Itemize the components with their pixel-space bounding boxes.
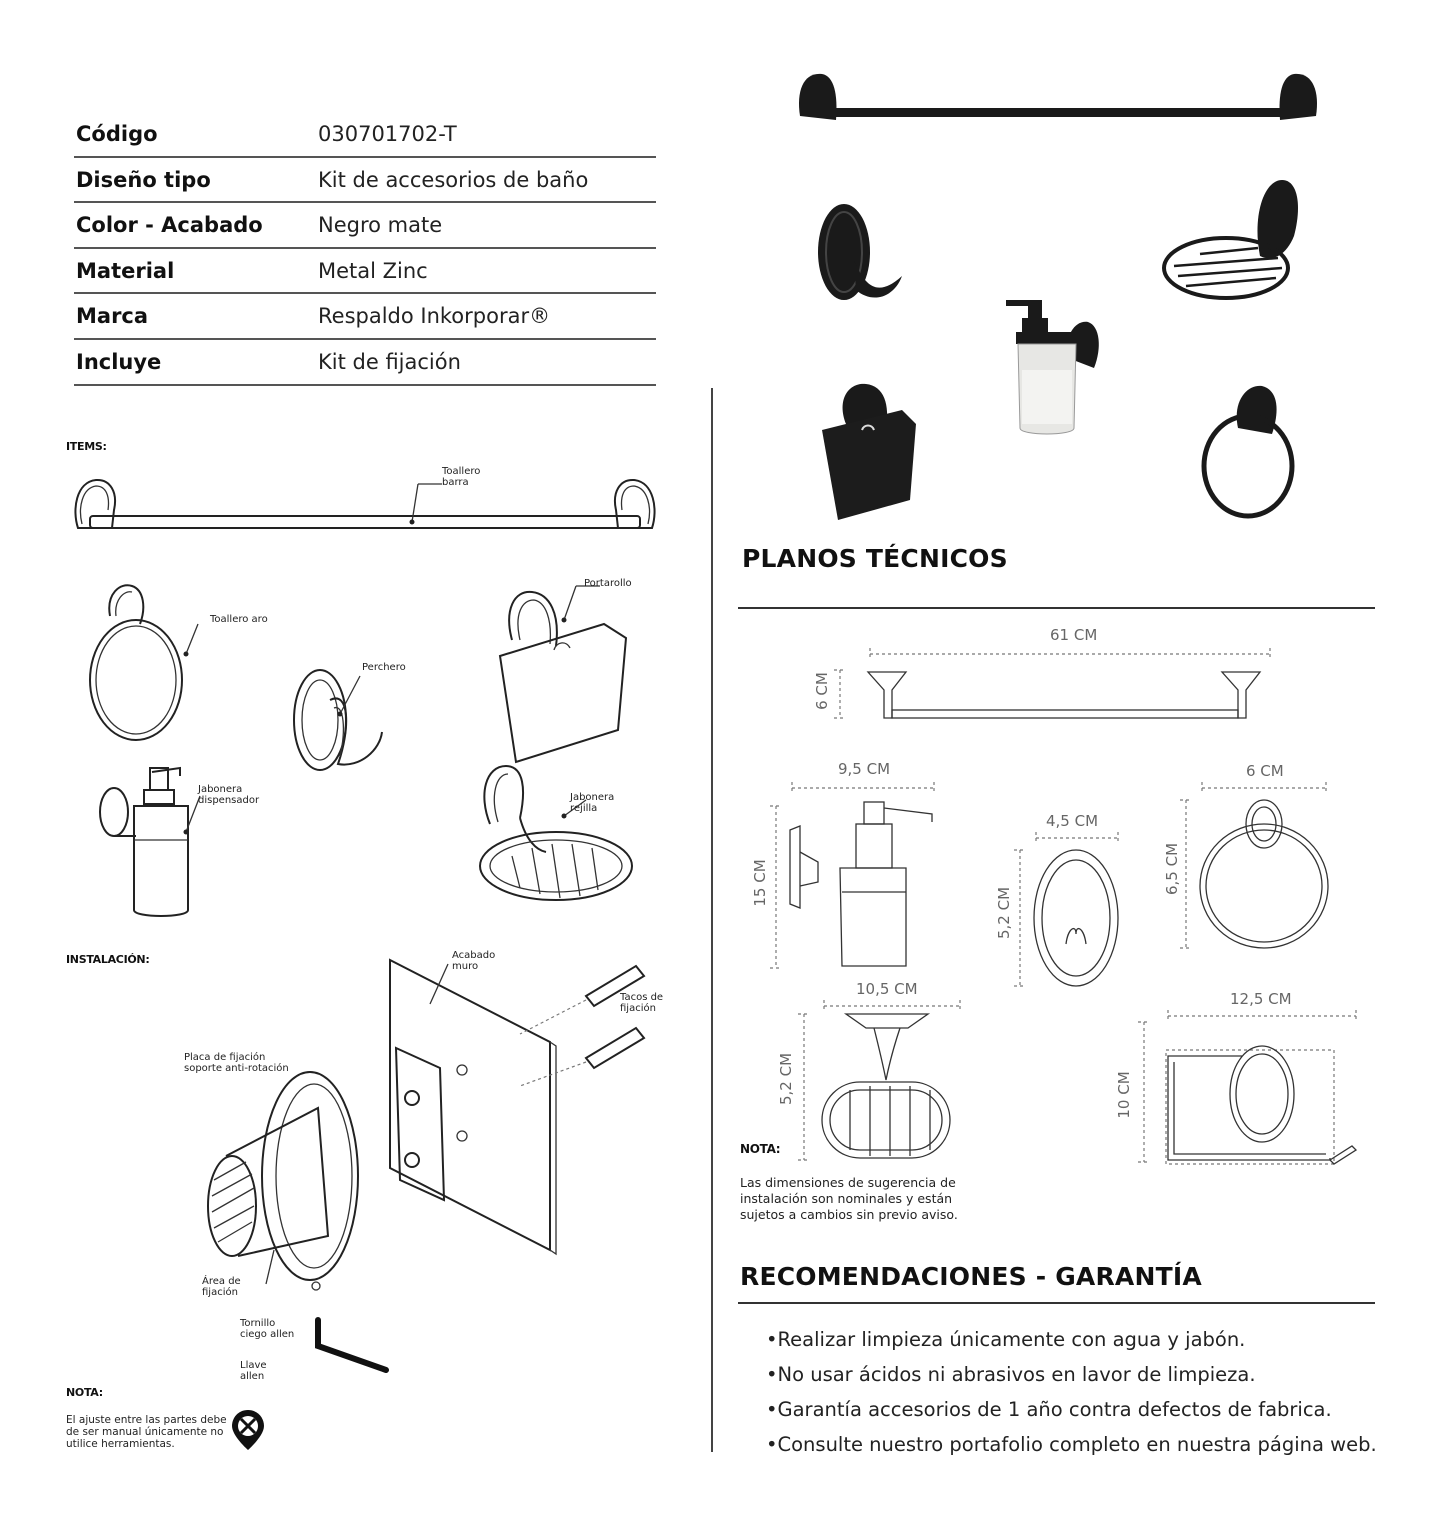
dim-ring-width: 6 CM [1246,762,1284,780]
dim-dispenser-height: 15 CM [751,859,769,907]
towel-ring-drawing [86,580,196,745]
holder-plan-drawing [1130,1010,1360,1170]
towel-bar-photo [796,68,1320,130]
paper-holder-drawing [494,580,644,770]
column-divider [711,388,713,1452]
dim-holder-width: 12,5 CM [1230,990,1292,1008]
technical-rule [738,607,1375,609]
dim-dish-height: 5,2 CM [777,1052,795,1105]
label-soap-dispenser: Jabonera dispensador [198,784,260,806]
technical-note-text: Las dimensiones de sugerencia de instalación son nominales y están sujetos a cambios sin previo aviso. [740,1175,958,1222]
label-paper-holder: Portarollo [584,578,632,589]
hook-plan-drawing [1010,832,1126,992]
dish-plan-drawing [790,1000,970,1164]
spec-label: Material [76,258,175,283]
installation-note-text: El ajuste entre las partes debe de ser manual únicamente no utilice herramientas. [66,1414,227,1450]
spec-row-includes [74,340,656,386]
recommendations-list [766,1322,1406,1462]
technical-title: PLANOS TÉCNICOS [742,544,1008,573]
list-item: •No usar ácidos ni abrasivos en lavor de limpieza. [766,1363,1256,1386]
label-fixing-area: Área de fijación [202,1276,241,1298]
installation-note-heading: NOTA: [66,1386,103,1399]
dim-dish-width: 10,5 CM [856,980,918,998]
installation-heading: INSTALACIÓN: [66,953,150,966]
soap-dispenser-photo [1002,296,1104,440]
robe-hook-drawing [290,660,400,780]
soap-dish-photo [1160,176,1310,304]
dim-hook-height: 5,2 CM [995,886,1013,939]
towel-ring-photo [1198,380,1308,522]
label-robe-hook: Perchero [362,662,406,673]
ring-plan-drawing [1176,782,1336,952]
label-towel-ring: Toallero aro [210,614,268,625]
spec-value: Kit de fijación [318,349,461,374]
spec-value: 030701702-T [318,122,457,146]
robe-hook-photo [810,200,906,304]
spec-row-color [74,203,656,249]
spec-label: Color - Acabado [76,213,263,238]
spec-row-code [74,112,656,158]
dim-bar-width: 61 CM [1050,626,1098,644]
spec-value: Respaldo Inkorporar® [318,304,551,329]
spec-label: Incluye [76,349,162,374]
label-towel-bar: Toallero barra [442,466,481,488]
dispenser-plan-drawing [766,782,946,972]
spec-row-material [74,249,656,295]
list-item: •Consulte nuestro portafolio completo en nuestra página web. [766,1433,1377,1456]
dim-ring-height: 6,5 CM [1163,842,1181,895]
list-item: •Garantía accesorios de 1 año contra defectos de fabrica. [766,1398,1332,1421]
spec-label: Marca [76,304,149,329]
paper-holder-photo [816,380,918,522]
spec-value: Kit de accesorios de baño [318,167,589,192]
dim-holder-height: 10 CM [1115,1071,1133,1119]
spec-value: Negro mate [318,213,443,238]
label-key: Llave allen [240,1360,267,1382]
dim-dispenser-width: 9,5 CM [838,760,891,778]
recommendations-title: RECOMENDACIONES - GARANTÍA [740,1262,1202,1291]
soap-dish-drawing [476,760,646,905]
label-screw: Tornillo ciego allen [240,1318,295,1340]
items-heading: ITEMS: [66,440,107,453]
spec-row-brand [74,294,656,340]
bar-plan-drawing [830,646,1280,726]
no-tools-icon [230,1408,266,1452]
spec-label: Código [76,122,158,146]
label-wall-finish: Acabado muro [452,950,496,972]
label-plate: Placa de fijación soporte anti-rotación [184,1052,289,1074]
dim-hook-width: 4,5 CM [1046,812,1099,830]
spec-table [74,112,656,386]
label-anchors: Tacos de fijación [620,992,664,1014]
dim-bar-height: 6 CM [813,672,831,710]
spec-row-design [74,158,656,204]
technical-note-heading: NOTA: [740,1142,781,1156]
recommendations-rule [738,1302,1375,1304]
towel-bar-drawing [70,470,660,540]
list-item: •Realizar limpieza únicamente con agua y jabón. [766,1328,1246,1351]
label-soap-dish: Jabonera rejilla [570,792,615,814]
spec-label: Diseño tipo [76,167,211,192]
spec-value: Metal Zinc [318,258,428,283]
